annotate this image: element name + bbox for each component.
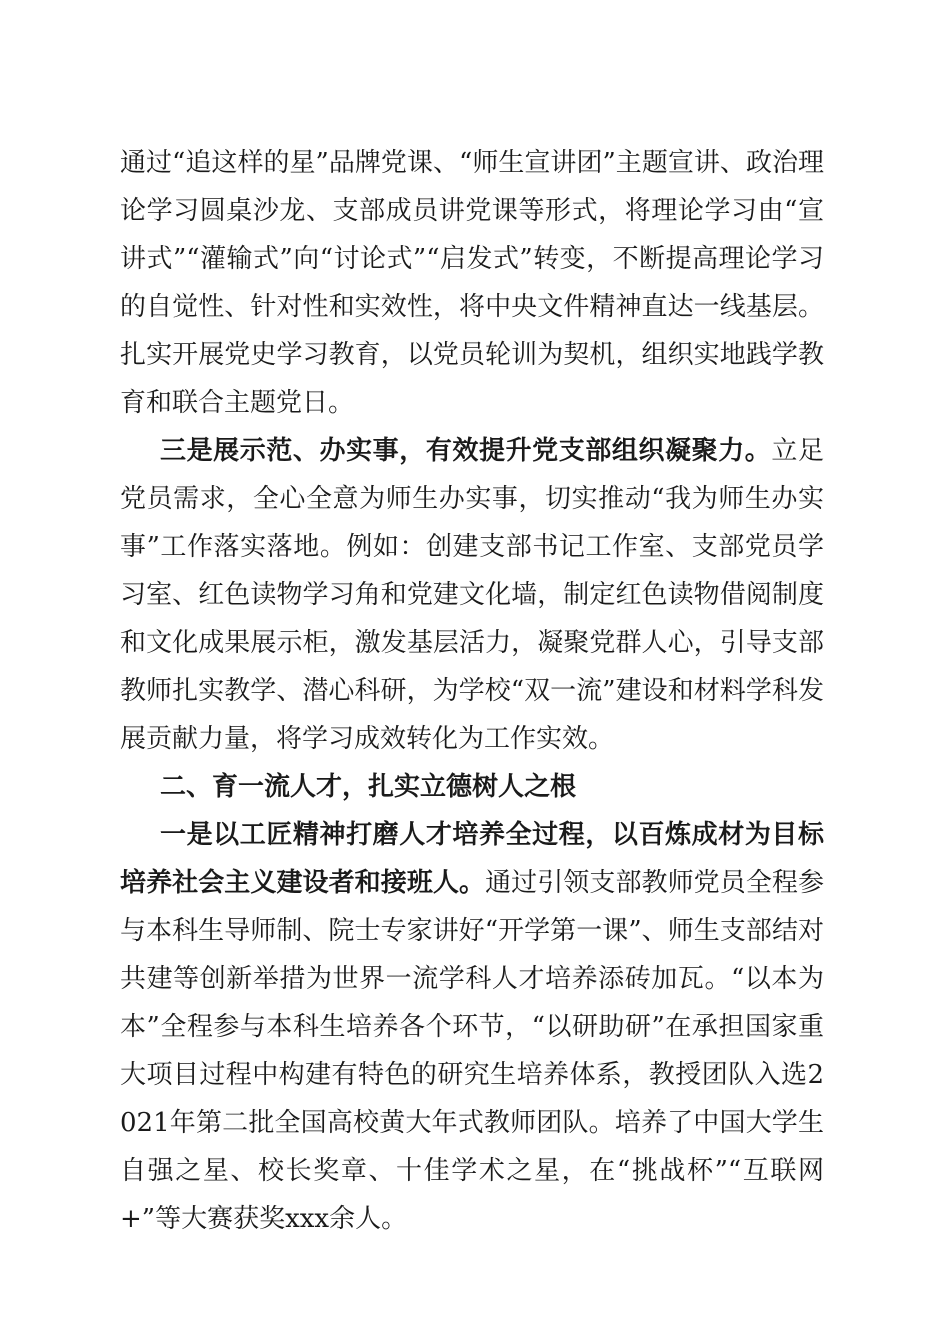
paragraph-text: 通过引领支部教师党员全程参与本科生导师制、院士专家讲好“开学第一课”、师生支部结对共建等创新举措为世界一流学科人才培养添砖加瓦。“以本为本”全程参与本科生培养各个环节，“以研助研”在承担国家重大项目过程中构建有特色的研究生培养体系，教授团队入选2021年第二批全国高校黄大年式教师团队。培养了中国大学生自强之星、校长奖章、十佳学术之星，在“挑战杯”“互联网+”等大赛获奖xxx余人。 <box>120 868 824 1234</box>
paragraph-lead: 三是展示范、办实事，有效提升党支部组织凝聚力。 <box>160 436 772 466</box>
paragraph-practical-work <box>120 427 824 763</box>
paragraph-theory-study <box>120 139 824 427</box>
paragraph-lead: 一是以工匠精神打磨人才培养全过程，以百炼成材为目标培养社会主义建设者和接班人。 <box>120 820 824 898</box>
paragraph-talent-cultivation <box>120 811 824 1243</box>
document-body <box>120 139 824 1243</box>
paragraph-text: 立足党员需求，全心全意为师生办实事，切实推动“我为师生办实事”工作落实落地。例如：创建支部书记工作室、支部党员学习室、红色读物学习角和党建文化墙，制定红色读物借阅制度和文化成果展示柜，激发基层活力，凝聚党群人心，引导支部教师扎实教学、潜心科研，为学校“双一流”建设和材料学科发展贡献力量，将学习成效转化为工作实效。 <box>120 436 824 754</box>
section-heading: 二、育一流人才，扎实立德树人之根 <box>160 772 577 802</box>
paragraph-text: 通过“追这样的星”品牌党课、“师生宣讲团”主题宣讲、政治理论学习圆桌沙龙、支部成员讲党课等形式，将理论学习由“宣讲式”“灌输式”向“讨论式”“启发式”转变，不断提高理论学习的自觉性、针对性和实效性，将中央文件精神直达一线基层。扎实开展党史学习教育，以党员轮训为契机，组织实地践学教育和联合主题党日。 <box>120 148 824 418</box>
